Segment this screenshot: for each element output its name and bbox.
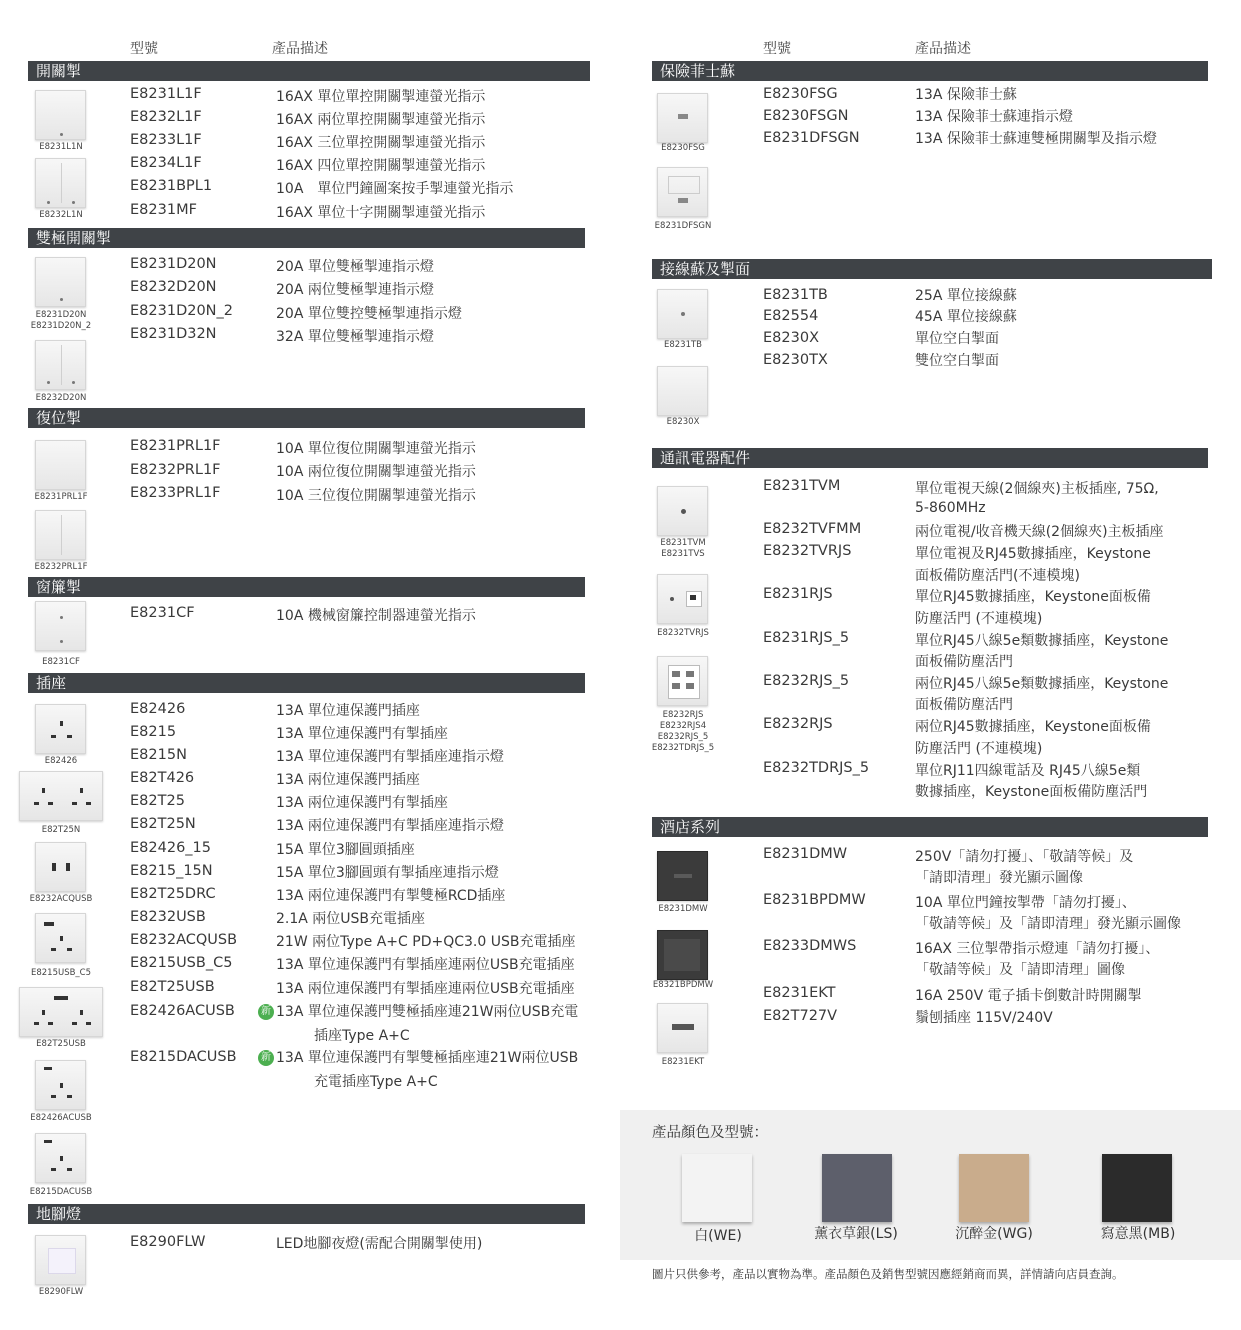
product-description: 20A 單位雙控雙極掣連指示燈	[276, 306, 462, 322]
fuse-spur-image	[657, 93, 708, 143]
product-description: 16A 250V 電子插卡倒數計時開關掣	[915, 988, 1142, 1004]
product-description: 16AX 三位單控開關掣連螢光指示	[276, 135, 486, 151]
new-badge: 新	[258, 1004, 274, 1020]
product-description: 13A 保險菲士蘇連雙極開關掣及指示燈	[915, 131, 1157, 147]
model-code: E8232RJS	[763, 716, 833, 732]
product-description-cont: 面板備防塵活門	[915, 697, 1013, 713]
model-code: E8232RJS_5	[763, 673, 850, 689]
socket-dp-ac-usb-image	[35, 1133, 86, 1183]
model-code: E8215DACUSB	[130, 1049, 237, 1065]
section-floor-light: 地腳燈	[28, 1204, 585, 1224]
model-code: E82T727V	[763, 1008, 838, 1024]
image-caption: E8231TVS	[661, 549, 705, 559]
product-description: 10A 單位復位開關掣連螢光指示	[276, 441, 476, 457]
data-socket-2gang-image	[657, 656, 708, 706]
model-code: E8233DMWS	[763, 938, 857, 954]
model-code: E8232D20N	[130, 279, 217, 295]
model-code: E82T25N	[130, 816, 196, 832]
image-caption: E8231L1N	[39, 142, 83, 152]
product-description-cont: 「請即清理」發光顯示圖像	[915, 870, 1083, 886]
section-communication: 通訊電器配件	[652, 448, 1208, 468]
model-code: E8232ACQUSB	[130, 932, 238, 948]
image-caption: E82T25N	[41, 825, 81, 835]
product-description-cont: 「敬請等候」及「請即清理」圖像	[915, 962, 1125, 978]
product-description: 兩位RJ45八線5e類數據插座，Keystone	[915, 676, 1169, 692]
product-description: 單位電視天線(2個線夾)主板插座, 75Ω,	[915, 481, 1159, 497]
product-description: LED地腳夜燈(需配合開關掣使用)	[276, 1236, 483, 1252]
product-description: 13A 兩位連保護門有掣插座	[276, 795, 448, 811]
image-caption: E8231DMW	[658, 904, 708, 914]
swatch-lavender-silver	[822, 1154, 892, 1222]
doorbell-dnd-image	[657, 930, 708, 980]
reset-switch-1gang-image	[35, 440, 86, 490]
product-description-cont: 5-860MHz	[915, 500, 986, 516]
image-caption: E8321BPDMW	[652, 980, 714, 990]
dp-switch-2gang-image	[35, 340, 86, 390]
product-description: 13A 兩位連保護門有掣插座連兩位USB充電插座	[276, 981, 575, 997]
product-description: 13A 單位連保護門有掣插座連兩位USB充電插座	[276, 957, 575, 973]
product-description: 10A 單位門鐘圖案按手掣連螢光指示	[276, 181, 514, 197]
switch-2gang-image	[35, 158, 86, 208]
model-code: E8230X	[763, 330, 819, 346]
product-description: 21W 兩位Type A+C PD+QC3.0 USB充電插座	[276, 934, 576, 950]
product-description: 20A 兩位雙極掣連指示燈	[276, 282, 434, 298]
product-description: 13A 單位連保護門有掣插座	[276, 726, 448, 742]
image-caption: E8230FSG	[661, 143, 705, 153]
description-text: 13A 單位連保護門有掣雙極插座連21W兩位USB	[276, 1050, 579, 1066]
key-card-switch-image	[657, 1003, 708, 1053]
product-description: 13A 兩位連保護門有掣雙極RCD插座	[276, 888, 506, 904]
switch-1gang-image	[35, 90, 86, 140]
model-code: E8231RJS	[763, 586, 833, 602]
model-code: E8232L1F	[130, 109, 202, 125]
socket-2gang-image	[19, 771, 103, 821]
product-description: 13A 兩位連保護門插座	[276, 772, 420, 788]
model-code: E82T25USB	[130, 979, 215, 995]
image-caption: E8290FLW	[38, 1287, 84, 1297]
model-code: E8231DMW	[763, 846, 848, 862]
image-caption: E8230X	[666, 417, 700, 427]
model-code: E8231D20N	[130, 256, 217, 272]
image-caption: E8231CF	[42, 657, 80, 667]
model-code: E8231EKT	[763, 985, 836, 1001]
model-code: E8231PRL1F	[130, 438, 221, 454]
product-description: 250V「請勿打擾」、「敬請等候」及	[915, 849, 1134, 865]
model-code: E8290FLW	[130, 1234, 206, 1250]
product-description: 13A 保險菲士蘇連指示燈	[915, 109, 1073, 125]
image-caption: E8215USB_C5	[30, 968, 92, 978]
product-description: 16AX 單位單控開關掣連螢光指示	[276, 89, 486, 105]
socket-1gang-image	[35, 704, 86, 754]
image-caption: E82426ACUSB	[30, 1113, 92, 1123]
color-options-title: 產品顏色及型號：	[652, 1125, 768, 1141]
model-code: E82T25	[130, 793, 185, 809]
product-description: 20A 單位雙極掣連指示燈	[276, 259, 434, 275]
model-code: E82T426	[130, 770, 195, 786]
model-code: E8231CF	[130, 605, 195, 621]
swatch-black	[1102, 1154, 1172, 1222]
product-description: 雙位空白掣面	[915, 353, 999, 369]
swatch-white	[682, 1154, 752, 1222]
model-code: E82T25DRC	[130, 886, 216, 902]
model-code: E8232USB	[130, 909, 206, 925]
image-caption: E8232RJS_5	[657, 732, 709, 742]
product-description: 25A 單位接線蘇	[915, 288, 1017, 304]
dp-switch-1gang-image	[35, 257, 86, 307]
section-double-pole: 雙極開關掣	[28, 228, 585, 248]
product-description	[258, 1047, 578, 1067]
model-code: E8230TX	[763, 352, 828, 368]
curtain-switch-image	[35, 601, 86, 651]
product-description: 32A 單位雙極掣連指示燈	[276, 329, 434, 345]
product-description-cont: 插座Type A+C	[314, 1028, 410, 1044]
description-column-header: 產品描述	[915, 41, 971, 57]
model-code: E8231D20N_2	[130, 303, 234, 319]
image-caption: E8231DFSGN	[654, 221, 712, 231]
image-caption: E8232D20N	[35, 393, 87, 403]
blank-plate-image	[657, 366, 708, 416]
swatch-label: 寫意黑(MB)	[1100, 1226, 1176, 1242]
section-terminal: 接線蘇及掣面	[652, 259, 1212, 279]
new-badge: 新	[258, 1050, 274, 1066]
image-caption: E8231TVM	[660, 538, 706, 548]
product-description: 13A 保險菲士蘇	[915, 87, 1017, 103]
product-description: 單位電視及RJ45數據插座，Keystone	[915, 546, 1151, 562]
product-description: 兩位RJ45數據插座，Keystone面板備	[915, 719, 1151, 735]
product-description: 13A 單位連保護門有掣插座連指示燈	[276, 749, 504, 765]
model-code: E82426_15	[130, 840, 211, 856]
image-caption: E8232TVRJS	[657, 628, 709, 638]
section-curtain: 窗簾掣	[28, 577, 585, 597]
model-code: E8232PRL1F	[130, 462, 221, 478]
usb-socket-image	[35, 842, 86, 892]
product-description: 16AX 四位單控開關掣連螢光指示	[276, 158, 486, 174]
model-code: E8231RJS_5	[763, 630, 850, 646]
image-caption: E82426	[44, 756, 78, 766]
model-code: E8231D32N	[130, 326, 217, 342]
model-code: E8215	[130, 724, 177, 740]
product-description-cont: 面板備防塵活門(不連模塊)	[915, 568, 1080, 584]
tv-socket-image	[657, 486, 708, 536]
section-hotel: 酒店系列	[652, 817, 1208, 837]
model-code: E8232TVRJS	[763, 543, 852, 559]
product-description: 10A 兩位復位開關掣連螢光指示	[276, 464, 476, 480]
swatch-label: 白(WE)	[694, 1228, 742, 1244]
model-code: E8215_15N	[130, 863, 213, 879]
swatch-label: 薰衣草銀(LS)	[814, 1226, 898, 1242]
product-description	[258, 1001, 578, 1021]
image-caption: E8231D20N_2	[30, 321, 92, 331]
product-description-cont: 充電插座Type A+C	[314, 1074, 438, 1090]
image-caption: E8232PRL1F	[34, 562, 88, 572]
product-description: 單位RJ11四線電話及 RJ45八線5e類	[915, 763, 1141, 779]
product-description-cont: 防塵活門 (不連模塊)	[915, 741, 1043, 757]
product-description: 10A 機械窗簾控制器連螢光指示	[276, 608, 476, 624]
section-fuse: 保險菲士蘇	[652, 61, 1208, 81]
model-code: E82554	[763, 308, 819, 324]
product-description: 10A 單位門鐘按掣帶「請勿打擾」、	[915, 895, 1136, 911]
image-caption: E8232L1N	[39, 210, 83, 220]
model-code: E8234L1F	[130, 155, 202, 171]
product-description: 16AX 單位十字開關掣連螢光指示	[276, 205, 486, 221]
model-column-header: 型號	[763, 41, 791, 57]
product-description: 16AX 三位掣帶指示燈連「請勿打擾」、	[915, 941, 1160, 957]
product-description: 鬚刨插座 115V/240V	[915, 1010, 1053, 1026]
model-code: E8231MF	[130, 202, 197, 218]
description-text: 13A 單位連保護門雙極插座連21W兩位USB充電	[276, 1004, 579, 1020]
model-code: E8232TVFMM	[763, 521, 862, 537]
model-code: E8233L1F	[130, 132, 202, 148]
model-code: E8231TB	[763, 287, 828, 303]
model-code: E8233PRL1F	[130, 485, 221, 501]
image-caption: E8215DACUSB	[29, 1187, 93, 1197]
socket-usb-image	[35, 913, 86, 963]
product-description: 16AX 兩位單控開關掣連螢光指示	[276, 112, 486, 128]
image-caption: E8231TB	[663, 340, 703, 350]
model-code: E8231BPDMW	[763, 892, 866, 908]
product-description: 10A 三位復位開關掣連螢光指示	[276, 488, 476, 504]
image-caption: E8232RJS4	[659, 721, 707, 731]
swatch-gold	[959, 1154, 1029, 1222]
product-description: 單位空白掣面	[915, 331, 999, 347]
section-reset: 復位掣	[28, 408, 585, 428]
model-code: E8230FSGN	[763, 108, 849, 124]
image-caption: E8231D20N	[35, 310, 87, 320]
swatch-label: 沉醉金(WG)	[955, 1226, 1033, 1242]
model-code: E8231BPL1	[130, 178, 213, 194]
model-code: E8231L1F	[130, 86, 202, 102]
model-code: E8231TVM	[763, 478, 841, 494]
product-description-cont: 防塵活門 (不連模塊)	[915, 611, 1043, 627]
product-description: 45A 單位接線蘇	[915, 309, 1017, 325]
product-description: 單位RJ45八線5e類數據插座，Keystone	[915, 633, 1169, 649]
model-code: E82426ACUSB	[130, 1003, 235, 1019]
section-socket: 插座	[28, 673, 585, 693]
model-code: E8231DFSGN	[763, 130, 860, 146]
product-description-cont: 數據插座，Keystone面板備防塵活門	[915, 784, 1148, 800]
socket-ac-usb-image	[35, 1060, 86, 1110]
product-description: 兩位電視/收音機天線(2個線夾)主板插座	[915, 524, 1164, 540]
tv-data-socket-image	[657, 574, 708, 624]
model-code: E8232TDRJS_5	[763, 760, 870, 776]
image-caption: E8232ACQUSB	[29, 894, 93, 904]
image-caption: E8232RJS	[662, 710, 704, 720]
floor-light-image	[35, 1235, 86, 1285]
product-description: 15A 單位3腳圓頭有掣插座連指示燈	[276, 865, 499, 881]
image-caption: E8231EKT	[661, 1057, 705, 1067]
dnd-indicator-image	[657, 851, 708, 901]
product-description: 13A 單位連保護門插座	[276, 703, 420, 719]
product-description-cont: 「敬請等候」及「請即清理」發光顯示圖像	[915, 916, 1181, 932]
product-description: 15A 單位3腳圓頭插座	[276, 842, 415, 858]
product-description-cont: 面板備防塵活門	[915, 654, 1013, 670]
fuse-spur-switch-image	[657, 167, 708, 217]
model-code: E8215USB_C5	[130, 955, 233, 971]
terminal-box-image	[657, 289, 708, 339]
socket-2gang-usb-image	[19, 987, 103, 1037]
model-code: E82426	[130, 701, 186, 717]
product-description: 13A 兩位連保護門有掣插座連指示燈	[276, 818, 504, 834]
image-caption: E82T25USB	[36, 1039, 86, 1049]
model-code: E8215N	[130, 747, 187, 763]
reset-switch-2gang-image	[35, 510, 86, 560]
model-code: E8230FSG	[763, 86, 838, 102]
image-caption: E8231PRL1F	[34, 492, 88, 502]
section-switch: 開關掣	[28, 61, 590, 81]
product-description: 2.1A 兩位USB充電插座	[276, 911, 426, 927]
product-description: 單位RJ45數據插座，Keystone面板備	[915, 589, 1151, 605]
footnote: 圖片只供參考，產品以實物為準。產品顏色及銷售型號因應經銷商而異，詳情請向店員查詢。	[652, 1267, 1124, 1281]
description-column-header: 產品描述	[272, 41, 328, 57]
image-caption: E8232TDRJS_5	[651, 743, 715, 753]
model-column-header: 型號	[130, 41, 158, 57]
